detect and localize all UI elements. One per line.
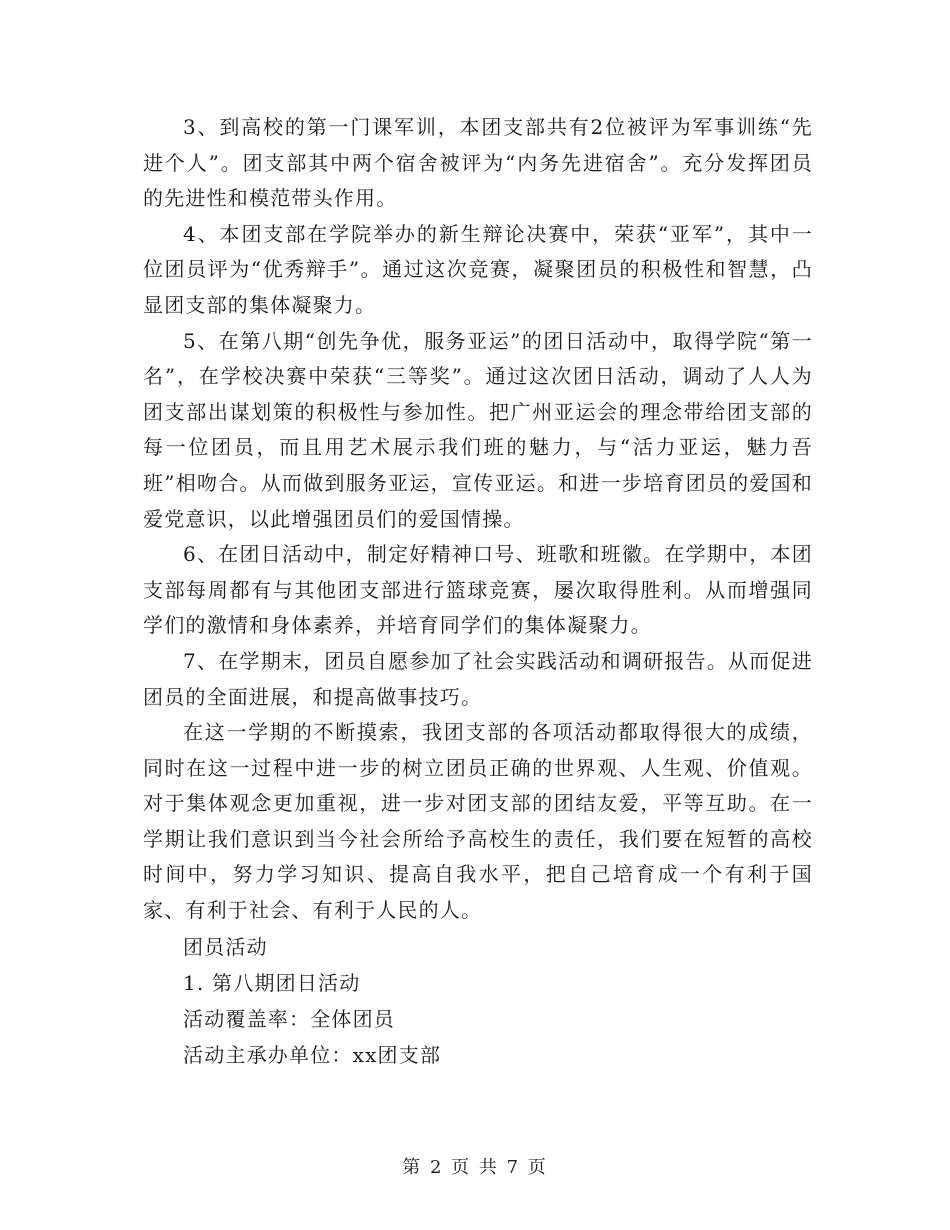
paragraph-item-4: 4、本团支部在学院举办的新生辩论决赛中，荣获“亚军”，其中一位团员评为“优秀辩手”。通过这次竞赛，凝聚团员的积极性和智慧，凸显团支部的集体凝聚力。 xyxy=(143,221,813,317)
paragraph-item-5: 5、在第八期“创先争优，服务亚运”的团日活动中，取得学院“第一名”，在学校决赛中荣获“三等奖”。通过这次团日活动，调动了人人为团支部出谋划策的积极性与参加性。把广州亚运会的理念带给团支部的每一位团员，而且用艺术展示我们班的魅力，与“活力亚运，魅力吾班”相吻合。从而做到服务亚运，宣传亚运。和进一步培育团员的爱国和爱党意识，以此增强团员们的爱国情操。 xyxy=(143,328,813,531)
paragraph-item-7: 7、在学期末，团员自愿参加了社会实践活动和调研报告。从而促进团员的全面进展，和提高做事技巧。 xyxy=(143,648,813,709)
paragraph-item-3: 3、到高校的第一门课军训，本团支部共有2位被评为军事训练“先进个人”。团支部其中两个宿舍被评为“内务先进宿舍”。充分发挥团员的先进性和模范带头作用。 xyxy=(143,115,813,211)
paragraph-summary: 在这一学期的不断摸索，我团支部的各项活动都取得很大的成绩，同时在这一过程中进一步的树立团员正确的世界观、人生观、价值观。对于集体观念更加重视，进一步对团支部的团结友爱，平等互助。在一学期让我们意识到当今社会所给予高校生的责任，我们要在短暂的高校时间中，努力学习知识、提高自我水平，把自己培育成一个有利于国家、有利于社会、有利于人民的人。 xyxy=(143,720,813,923)
activity-coverage: 活动覆盖率：全体团员 xyxy=(183,1006,395,1031)
activity-organizer: 活动主承办单位：xx团支部 xyxy=(183,1042,442,1067)
paragraph-item-6: 6、在团日活动中，制定好精神口号、班歌和班徽。在学期中，本团支部每周都有与其他团支部进行篮球竞赛，屡次取得胜利。从而增强同学们的激情和身体素养，并培育同学们的集体凝聚力。 xyxy=(143,542,813,638)
activity-title: 1. 第八期团日活动 xyxy=(183,970,361,995)
section-heading: 团员活动 xyxy=(183,934,268,959)
document-body xyxy=(143,110,813,1073)
page-number-footer: 第 2 页 共 7 页 xyxy=(402,1157,548,1178)
